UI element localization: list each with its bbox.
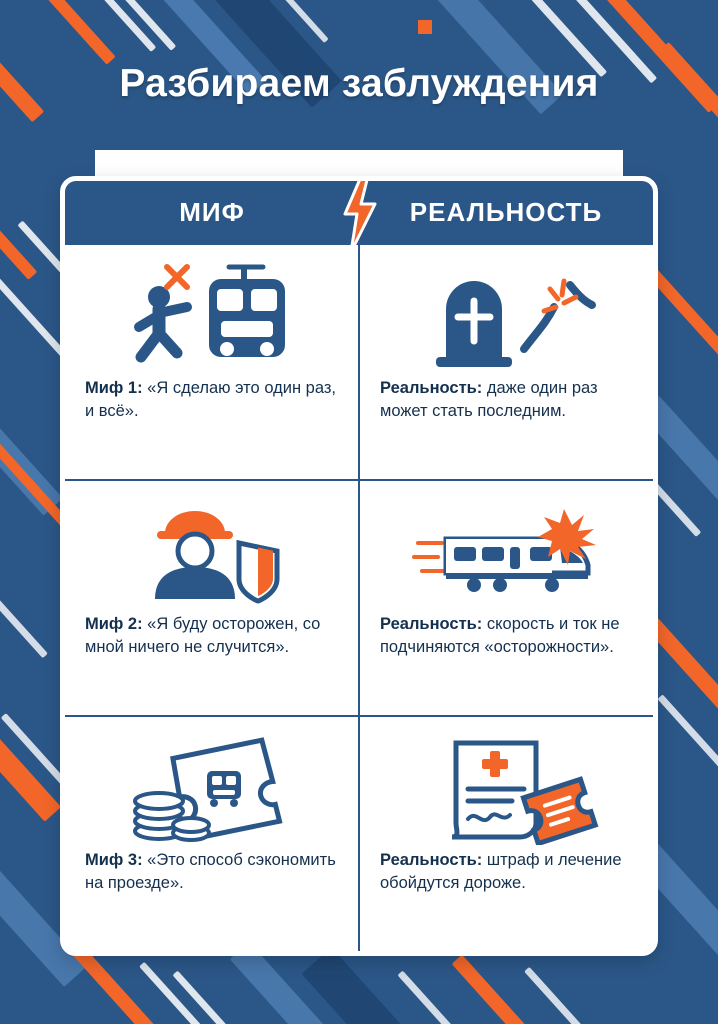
- myth-cell-3: [65, 717, 360, 951]
- reality-text-2: [376, 613, 637, 660]
- myth-label-2: Миф 2:: [85, 615, 143, 633]
- decorative-square: [418, 20, 432, 34]
- table-header-reality: РЕАЛЬНОСТЬ: [409, 196, 603, 227]
- reality-text-1: [376, 377, 637, 424]
- reality-body-1: даже один раз может стать последним.: [380, 379, 598, 421]
- reality-label-2: Реальность:: [380, 615, 483, 633]
- reality-cell-3: [360, 717, 653, 951]
- person-climbing-train-forbidden-icon: [117, 259, 307, 377]
- myth-label-3: Миф 3:: [85, 851, 143, 869]
- speeding-train-impact-icon: [412, 495, 602, 613]
- table-row: [65, 715, 653, 951]
- reality-cell-2: [360, 481, 653, 715]
- myth-label-1: Миф 1:: [85, 379, 143, 397]
- reality-body-3: штраф и лечение обойдутся дороже.: [380, 851, 622, 893]
- myth-text-2: [81, 613, 342, 660]
- worker-helmet-shield-icon: [117, 495, 307, 613]
- reality-text-3: [376, 849, 637, 896]
- reality-cell-1: [360, 245, 653, 479]
- myth-text-1: [81, 377, 342, 424]
- myth-reality-table: [65, 181, 653, 951]
- myth-body-3: «Это способ сэкономить на проезде».: [85, 851, 336, 893]
- gravestone-electric-shock-icon: [412, 259, 602, 377]
- table-header-myth: МИФ: [179, 196, 245, 227]
- medical-bill-fine-ticket-icon: [412, 731, 602, 849]
- comparison-card: [60, 176, 658, 956]
- myth-body-2: «Я буду осторожен, со мной ничего не случится».: [85, 615, 321, 657]
- coins-ticket-train-icon: [117, 731, 307, 849]
- page-title: Разбираем заблуждения: [119, 62, 599, 105]
- table-header-row: [65, 181, 653, 243]
- myth-body-1: «Я сделаю это один раз, и всё».: [85, 379, 336, 421]
- reality-label-3: Реальность:: [380, 851, 483, 869]
- reality-body-2: скорость и ток не подчиняются «осторожности».: [380, 615, 620, 657]
- table-row: [65, 479, 653, 715]
- myth-cell-2: [65, 481, 360, 715]
- myth-text-3: [81, 849, 342, 896]
- table-row: [65, 243, 653, 479]
- lightning-bolt-icon: [339, 176, 379, 251]
- myth-cell-1: [65, 245, 360, 479]
- reality-label-1: Реальность:: [380, 379, 483, 397]
